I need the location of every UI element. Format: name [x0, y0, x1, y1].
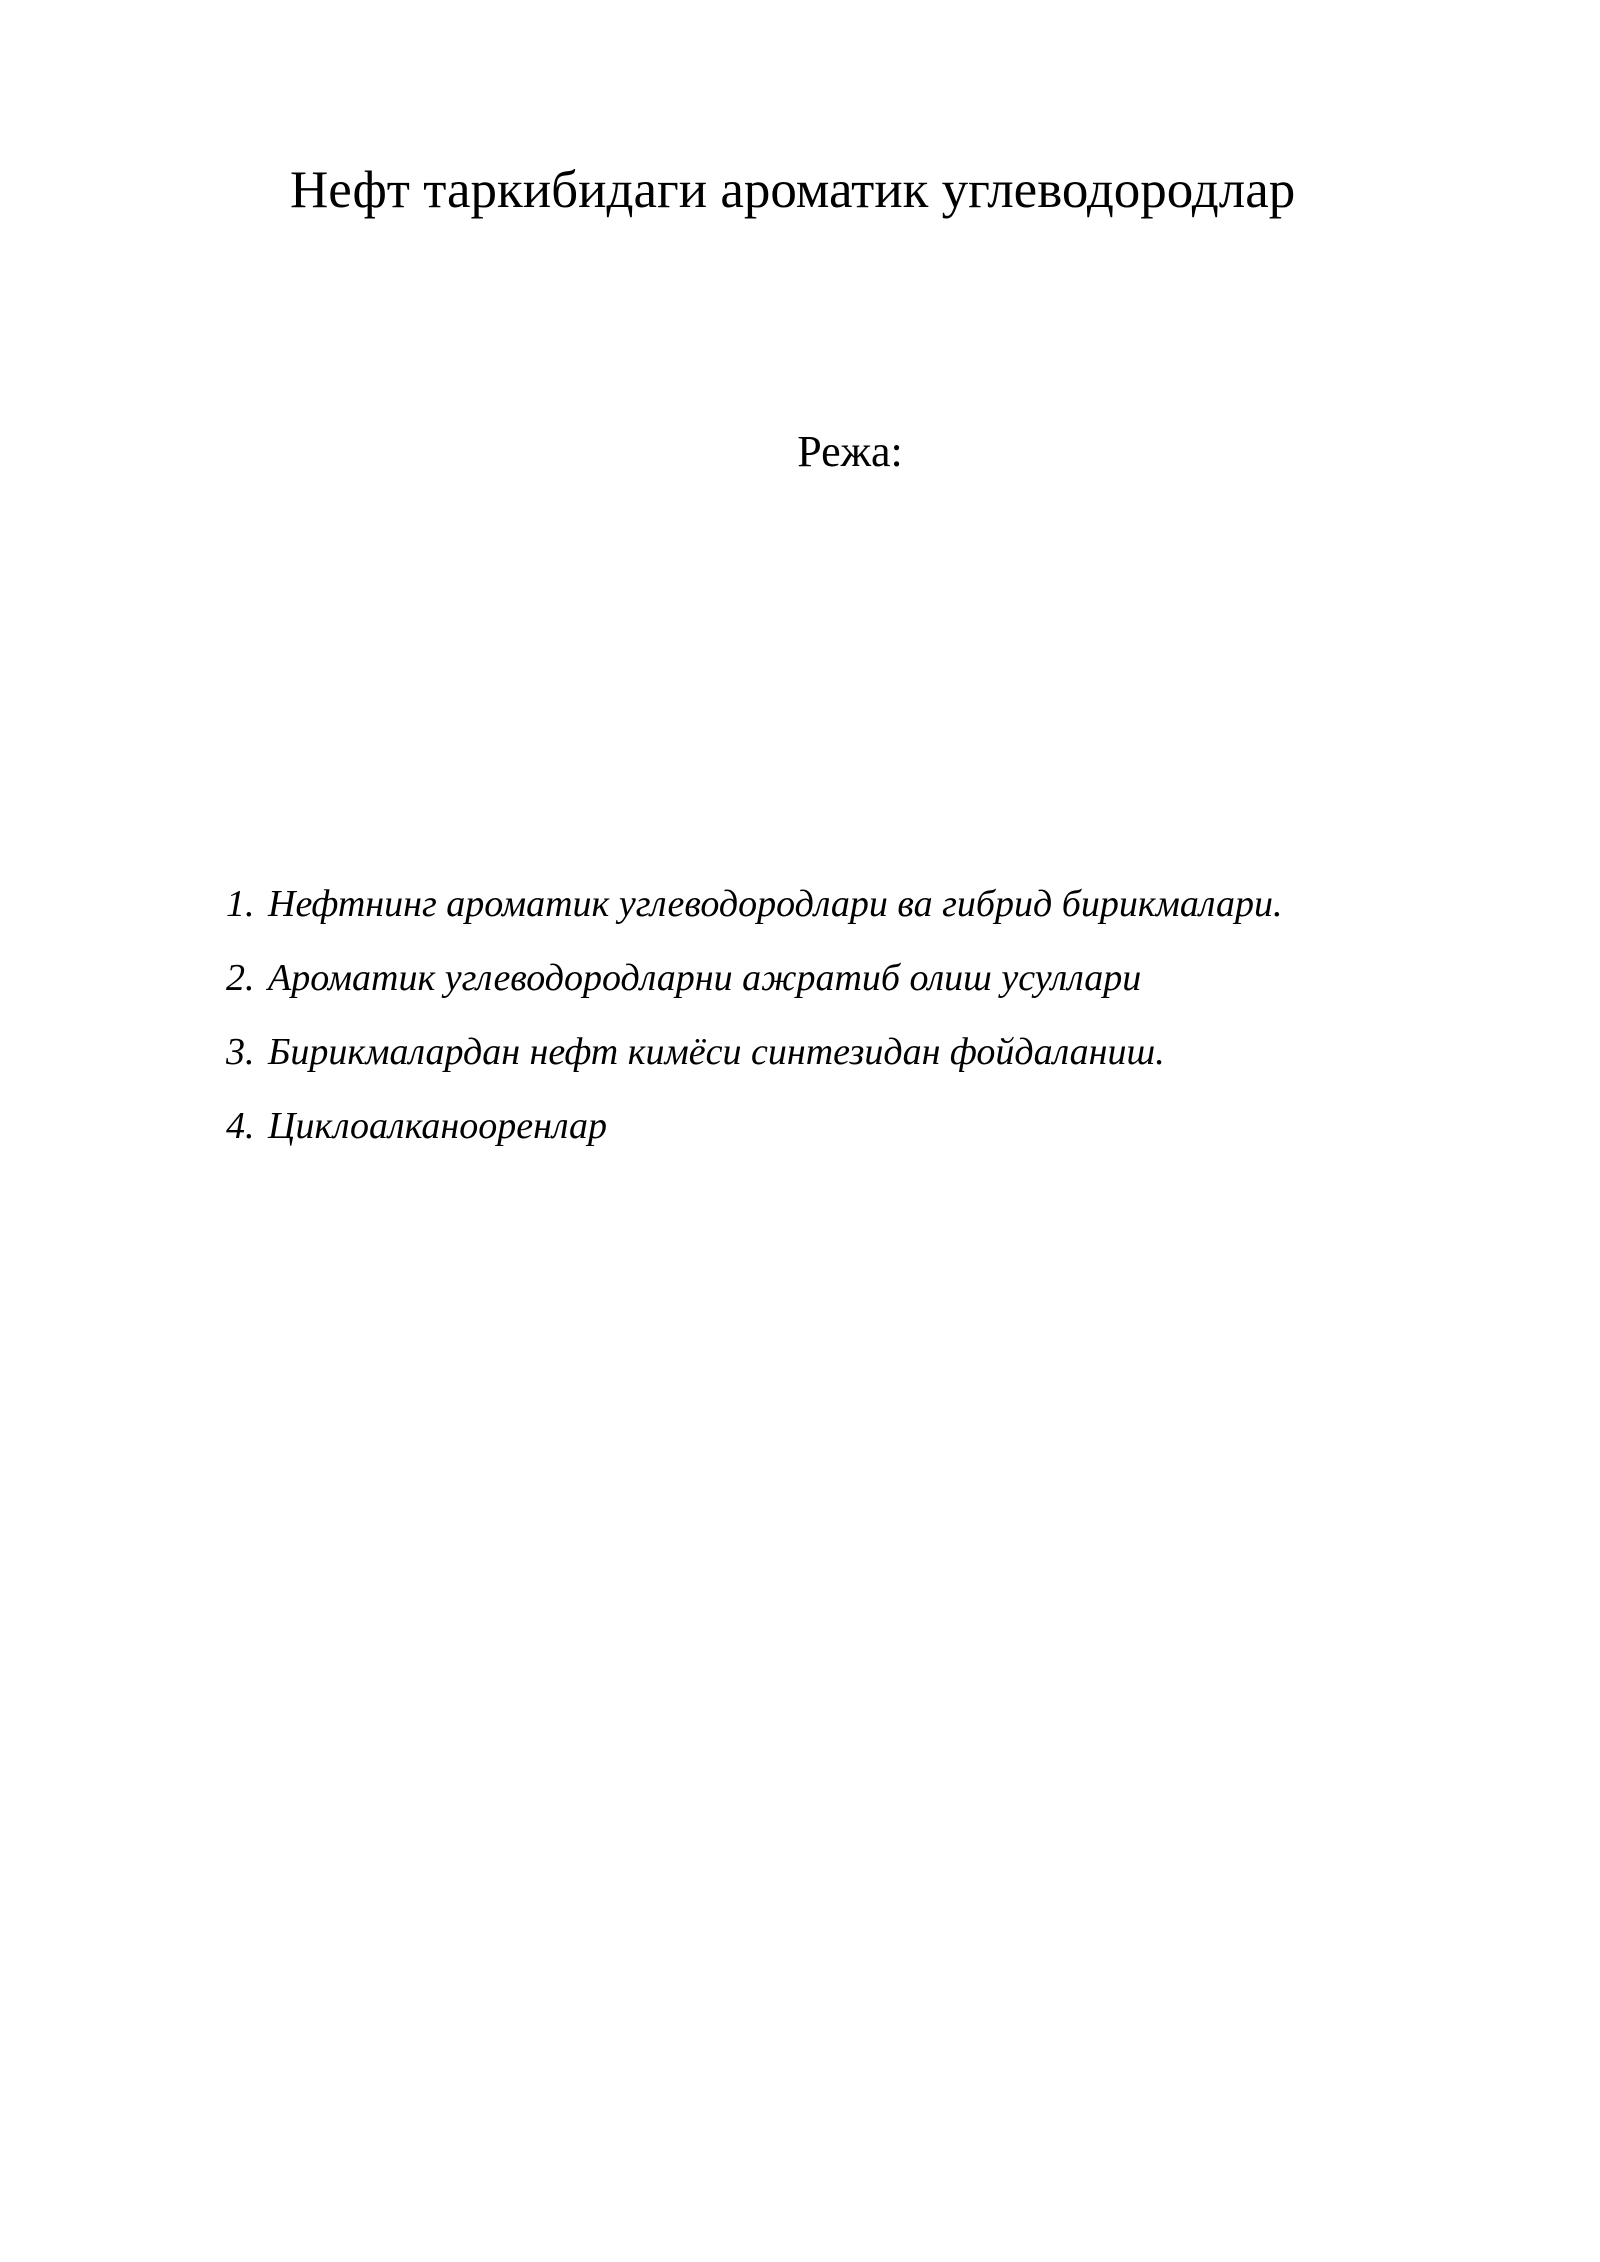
plan-item — [226, 1098, 1466, 1172]
plan-item-text: Ароматик углеводородларни ажратиб олиш усуллари — [268, 957, 1142, 999]
plan-item-number: 4. — [226, 1105, 255, 1147]
plan-item-text: Бирикмалардан нефт кимёси синтезидан фойдаланиш. — [268, 1031, 1165, 1073]
plan-heading: Режа: — [797, 427, 903, 476]
plan-item-number: 1. — [226, 883, 255, 925]
plan-item-number: 2. — [226, 957, 255, 999]
plan-item — [226, 950, 1466, 1024]
plan-item-text: Нефтнинг ароматик углеводородлари ва гибрид бирикмалари. — [268, 883, 1283, 925]
plan-item-number: 3. — [226, 1031, 255, 1073]
plan-item — [226, 1024, 1466, 1098]
plan-item-text: Циклоалканооренлар — [268, 1105, 608, 1147]
plan-list — [226, 876, 1466, 1172]
document-title: Нефт таркибидаги ароматик углеводородлар — [290, 161, 1296, 219]
plan-item — [226, 876, 1466, 950]
